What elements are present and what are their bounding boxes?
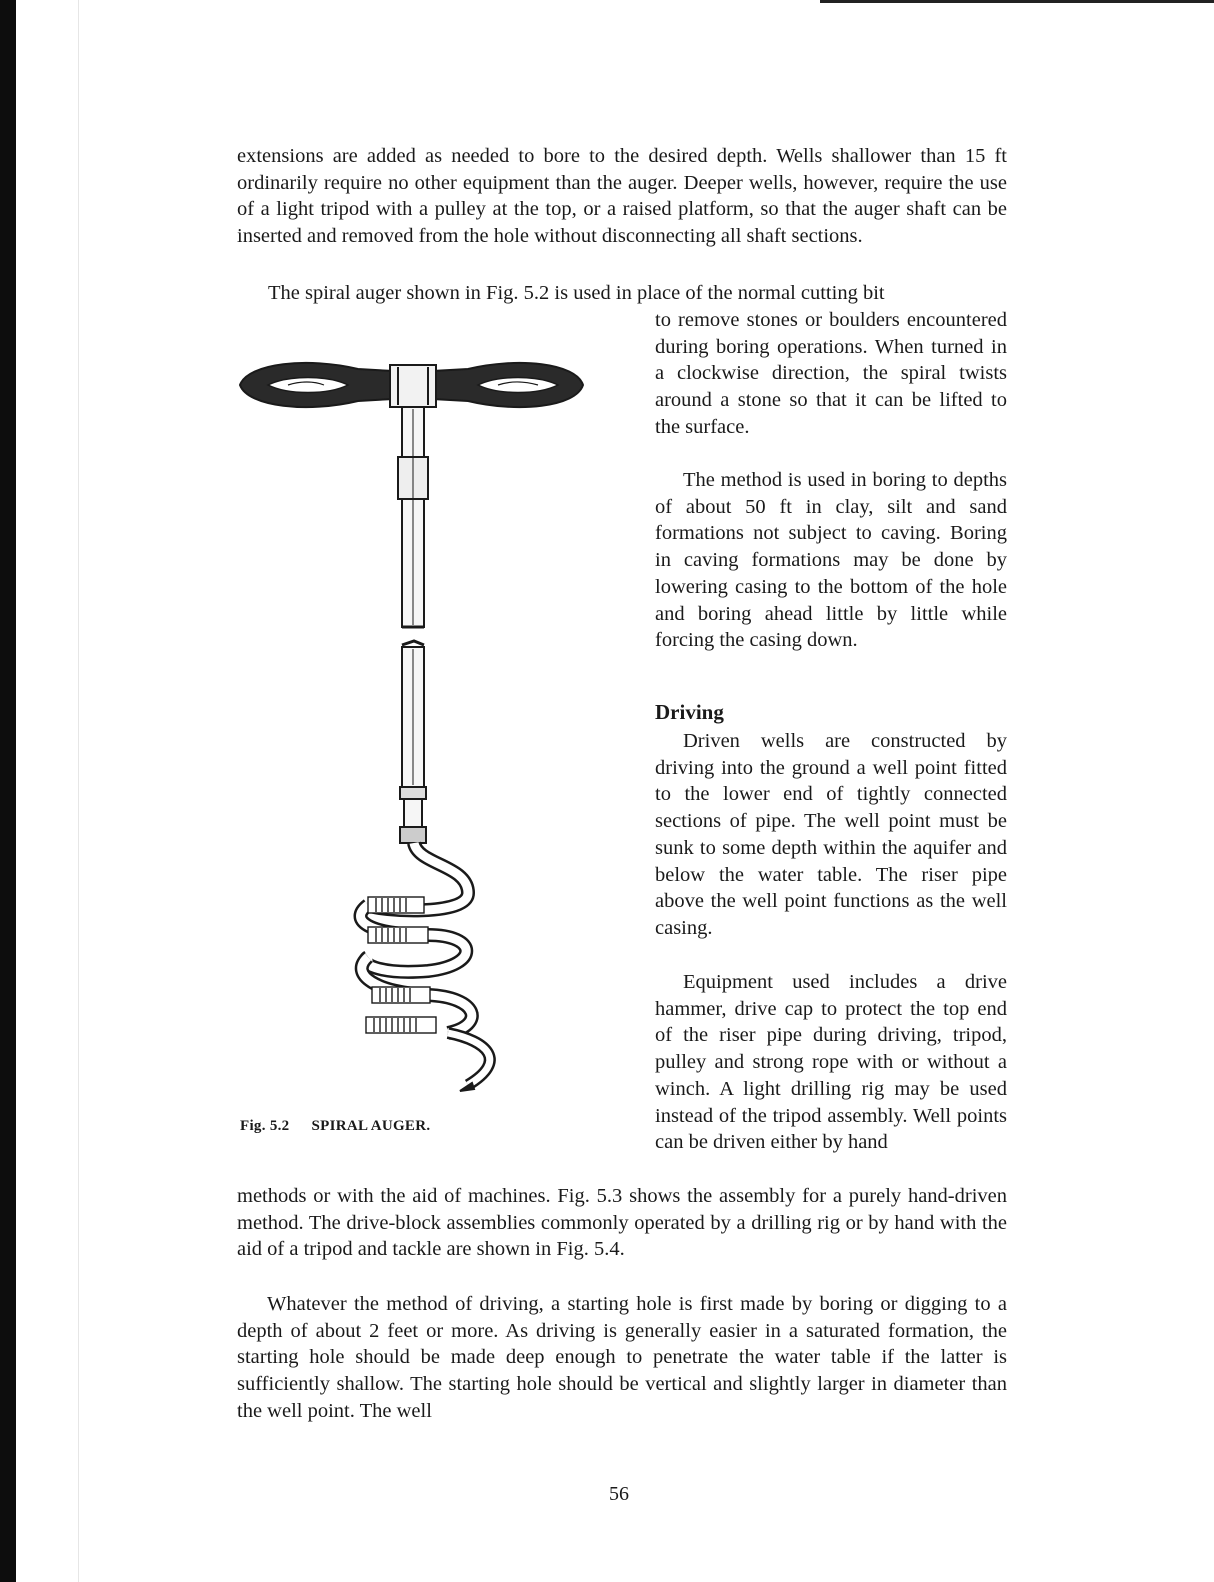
figure-title: SPIRAL AUGER.: [311, 1118, 431, 1134]
paragraph-equipment: Equipment used includes a drive hammer, drive cap to protect the top end of the riser pipe during driving, tripod, pulley and strong rope with or without a winch. A light drilling rig may be used instead of the tripod assembly. Well points can be driven either by hand: [655, 971, 1007, 1154]
figure-number: Fig. 5.2: [240, 1118, 290, 1134]
paragraph-driven-wells: Driven wells are constructed by driving into the ground a well point fitted to the lower end of tightly connected sections of pipe. The well point must be sunk to some depth within the aquifer and below the water table. The riser pipe above the well point functions as the well casing.: [655, 730, 1007, 939]
scan-fold-line: [78, 0, 79, 1582]
scan-border-left: [0, 0, 16, 1582]
paragraph-hand-driven: methods or with the aid of machines. Fig. 5.3 shows the assembly for a purely hand-driven method. The drive-block assemblies commonly operated by a drilling rig or by hand with the aid of a tripod and tackle are shown in Fig. 5.4.: [237, 1185, 1007, 1261]
page-number: 56: [609, 1483, 629, 1505]
paragraph-extensions: extensions are added as needed to bore to the desired depth. Wells shallower than 15 ft ordinarily require no other equipment than the auger. Deeper wells, however, require the use of a light tripod with a pulley at the top, or a raised platform, so that the auger shaft can be inserted and removed from the hole without disconnecting all shaft sections.: [237, 145, 1007, 248]
figure-caption: [240, 1118, 430, 1135]
paragraph-boring-method: The method is used in boring to depths of about 50 ft in clay, silt and sand formations not subject to caving. Boring in caving formations may be done by lowering casing to the bottom of the hole and boring ahead little by little while forcing the casing down.: [655, 469, 1007, 652]
scan-border-top: [820, 0, 1214, 3]
section-heading-driving: Driving: [655, 700, 724, 724]
spiral-auger-icon: [228, 345, 608, 1105]
paragraph-starting-hole: Whatever the method of driving, a starting hole is first made by boring or digging to a depth of about 2 feet or more. As driving is generally easier in a saturated formation, the starting hole should be made deep enough to penetrate the water table if the latter is sufficiently shallow. The starting hole should be vertical and slightly larger in diameter than the well point. The well: [237, 1293, 1007, 1422]
paragraph-spiral-auger-lead: The spiral auger shown in Fig. 5.2 is used in place of the normal cutting bit: [268, 282, 885, 304]
paragraph-spiral-auger: to remove stones or boulders encountered during boring operations. When turned in a clockwise direction, the spiral twists around a stone so that it can be lifted to the surface.: [655, 309, 1007, 438]
spiral-auger-illustration: [228, 345, 608, 1105]
